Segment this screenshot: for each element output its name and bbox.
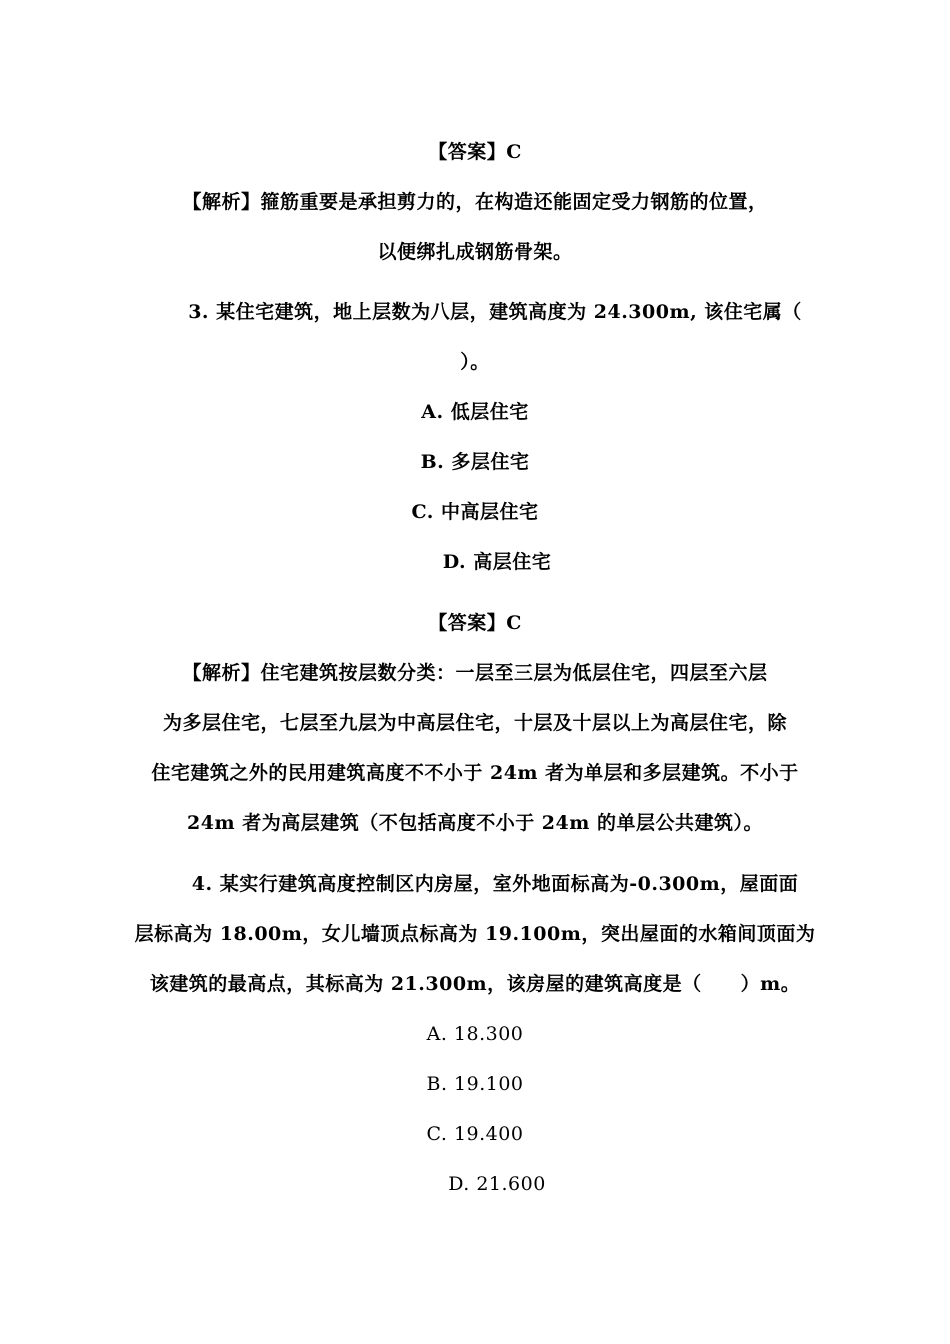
q3-analysis-line-3: 住宅建筑之外的民用建筑高度不不小于 24m 者为单层和多层建筑。不小于 — [151, 762, 799, 784]
q3-stem-line-1: 3. 某住宅建筑，地上层数为八层，建筑高度为 24.300m, 该住宅属（ — [188, 301, 802, 323]
q3-option-c: C. 中高层住宅 — [411, 501, 539, 523]
q2-analysis-line-1: 【解析】箍筋重要是承担剪力的，在构造还能固定受力钢筋的位置， — [182, 191, 768, 213]
q3-option-d: D. 高层住宅 — [442, 551, 552, 573]
q2-analysis-line-2: 以便绑扎成钢筋骨架。 — [377, 241, 573, 263]
q4-option-a: A. 18.300 — [426, 1023, 524, 1045]
q3-stem-line-2: ）。 — [460, 351, 490, 373]
q2-answer: 【答案】C — [428, 141, 522, 163]
q4-option-c: C. 19.400 — [426, 1123, 524, 1145]
q3-option-a: A. 低层住宅 — [421, 401, 529, 423]
q3-option-b: B. 多层住宅 — [420, 451, 530, 473]
q3-analysis-line-2: 为多层住宅，七层至九层为中高层住宅，十层及十层以上为高层住宅，除 — [162, 712, 787, 734]
q4-stem-line-1: 4. 某实行建筑高度控制区内房屋，室外地面标高为-0.300m，屋面面 — [191, 873, 799, 895]
q3-answer: 【答案】C — [428, 612, 522, 634]
q4-option-d: D. 21.600 — [448, 1173, 546, 1195]
q4-stem-line-2: 层标高为 18.00m，女儿墙顶点标高为 19.100m，突出屋面的水箱间顶面为 — [134, 923, 816, 945]
q3-analysis-line-1: 【解析】住宅建筑按层数分类：一层至三层为低层住宅，四层至六层 — [182, 662, 768, 684]
q4-option-b: B. 19.100 — [426, 1073, 524, 1095]
q4-stem-line-3: 该建筑的最高点，其标高为 21.300m，该房屋的建筑高度是（ ）m。 — [149, 973, 801, 995]
q3-analysis-line-4: 24m 者为高层建筑（不包括高度不小于 24m 的单层公共建筑）。 — [187, 812, 763, 834]
